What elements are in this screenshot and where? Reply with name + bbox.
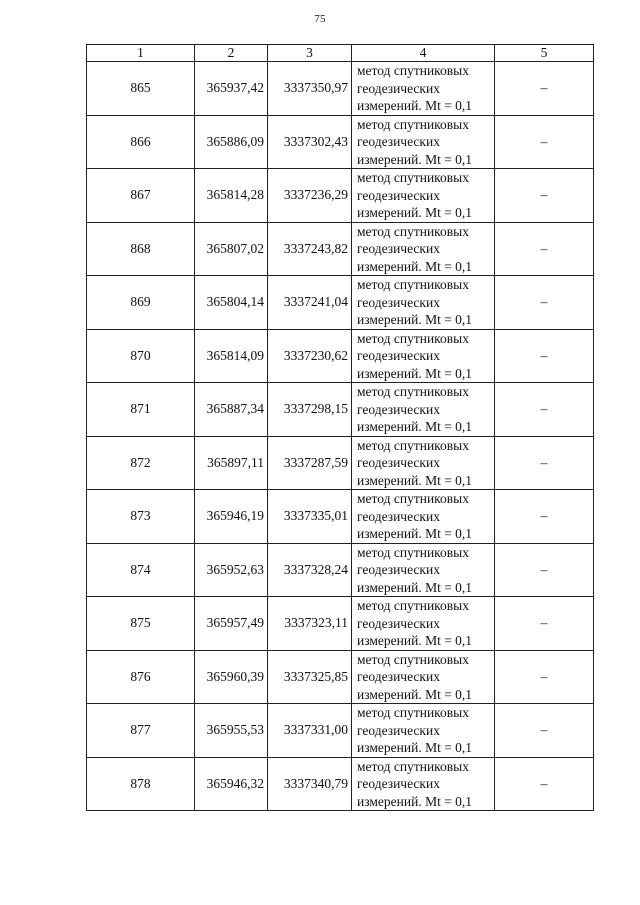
column-5-cell: – [495,597,594,651]
method-line: геодезических [357,294,440,310]
method-line: измерений. Mt = 0,1 [357,205,473,220]
column-5-cell: – [495,543,594,597]
column-5-cell: – [495,169,594,223]
column-5-cell: – [495,757,594,811]
table-row [87,222,594,276]
point-number-cell: 878 [87,757,195,811]
point-number-cell: 869 [87,276,195,330]
method-line: метод спутниковых [357,223,469,239]
table-row [87,383,594,437]
point-number-cell: 870 [87,329,195,383]
column-5-cell: – [495,650,594,704]
y-coordinate-cell: 3337236,29 [268,169,352,223]
x-coordinate-cell: 365887,34 [195,383,268,437]
column-header: 4 [352,45,495,62]
table-row [87,329,594,383]
column-header: 2 [195,45,268,62]
x-coordinate-cell: 365957,49 [195,597,268,651]
table-row [87,436,594,490]
method-line: геодезических [357,669,440,684]
method-cell [352,436,495,490]
x-coordinate-cell: 365955,53 [195,704,268,758]
method-cell [352,597,495,651]
y-coordinate-cell: 3337243,82 [268,222,352,276]
table-row [87,276,594,330]
method-line: метод спутниковых [357,437,469,453]
column-5-cell: – [495,62,594,116]
method-cell [352,704,495,758]
y-coordinate-cell: 3337241,04 [268,276,352,330]
method-line: геодезических [357,80,440,96]
column-header: 3 [268,45,352,62]
method-line: метод спутниковых [357,384,469,399]
method-line: измерений. Mt = 0,1 [357,98,473,113]
method-line: измерений. Mt = 0,1 [357,151,473,167]
method-line: метод спутниковых [357,651,469,667]
table-row [87,62,594,116]
table-row [87,169,594,223]
table-row [87,650,594,704]
point-number-cell: 875 [87,597,195,651]
x-coordinate-cell: 365807,02 [195,222,268,276]
method-cell [352,543,495,597]
method-cell [352,650,495,704]
method-line: измерений. Mt = 0,1 [357,633,473,648]
column-5-cell: – [495,329,594,383]
point-number-cell: 868 [87,222,195,276]
x-coordinate-cell: 365937,42 [195,62,268,116]
y-coordinate-cell: 3337331,00 [268,704,352,758]
point-number-cell: 867 [87,169,195,223]
method-line: измерений. Mt = 0,1 [357,526,473,541]
table-row [87,490,594,544]
header-row [87,45,594,62]
y-coordinate-cell: 3337323,11 [268,597,352,651]
x-coordinate-cell: 365897,11 [195,436,268,490]
x-coordinate-cell: 365946,32 [195,757,268,811]
table-body [87,62,594,811]
method-line: измерений. Mt = 0,1 [357,686,473,702]
method-line: геодезических [357,776,440,791]
method-line: измерений. Mt = 0,1 [357,365,473,381]
method-line: геодезических [357,187,440,203]
table-row [87,597,594,651]
method-line: метод спутниковых [357,598,469,613]
method-line: метод спутниковых [357,544,469,560]
method-line: метод спутниковых [357,116,469,132]
method-line: измерений. Mt = 0,1 [357,472,473,488]
method-cell [352,383,495,437]
method-cell [352,169,495,223]
method-line: геодезических [357,348,440,363]
method-cell [352,222,495,276]
table-row [87,704,594,758]
method-line: метод спутниковых [357,758,469,774]
y-coordinate-cell: 3337302,43 [268,115,352,169]
method-line: геодезических [357,134,440,149]
method-line: метод спутниковых [357,491,469,506]
page-number: 75 [314,13,326,25]
method-line: геодезических [357,562,440,577]
y-coordinate-cell: 3337298,15 [268,383,352,437]
x-coordinate-cell: 365960,39 [195,650,268,704]
y-coordinate-cell: 3337350,97 [268,62,352,116]
y-coordinate-cell: 3337230,62 [268,329,352,383]
method-cell [352,62,495,116]
column-5-cell: – [495,383,594,437]
table-row [87,115,594,169]
column-5-cell: – [495,115,594,169]
column-5-cell: – [495,222,594,276]
method-line: измерений. Mt = 0,1 [357,793,473,809]
point-number-cell: 873 [87,490,195,544]
x-coordinate-cell: 365946,19 [195,490,268,544]
method-line: метод спутниковых [357,63,469,78]
column-5-cell: – [495,436,594,490]
point-number-cell: 877 [87,704,195,758]
y-coordinate-cell: 3337287,59 [268,436,352,490]
x-coordinate-cell: 365814,28 [195,169,268,223]
method-line: геодезических [357,401,440,417]
method-line: измерений. Mt = 0,1 [357,419,473,434]
table-header [87,45,594,62]
y-coordinate-cell: 3337325,85 [268,650,352,704]
y-coordinate-cell: 3337328,24 [268,543,352,597]
table-row [87,757,594,811]
y-coordinate-cell: 3337335,01 [268,490,352,544]
x-coordinate-cell: 365952,63 [195,543,268,597]
method-line: геодезических [357,241,440,256]
point-number-cell: 871 [87,383,195,437]
method-line: геодезических [357,508,440,524]
coordinates-table [86,44,594,811]
point-number-cell: 874 [87,543,195,597]
method-line: метод спутниковых [357,705,469,720]
x-coordinate-cell: 365814,09 [195,329,268,383]
point-number-cell: 866 [87,115,195,169]
method-line: геодезических [357,455,440,470]
method-cell [352,115,495,169]
column-5-cell: – [495,276,594,330]
method-line: метод спутниковых [357,170,469,185]
column-5-cell: – [495,704,594,758]
point-number-cell: 865 [87,62,195,116]
method-line: измерений. Mt = 0,1 [357,312,473,327]
method-cell [352,490,495,544]
column-header: 5 [495,45,594,62]
method-line: метод спутниковых [357,330,469,346]
point-number-cell: 876 [87,650,195,704]
method-line: измерений. Mt = 0,1 [357,579,473,595]
column-5-cell: – [495,490,594,544]
point-number-cell: 872 [87,436,195,490]
method-line: геодезических [357,722,440,738]
method-cell [352,329,495,383]
y-coordinate-cell: 3337340,79 [268,757,352,811]
table-row [87,543,594,597]
x-coordinate-cell: 365886,09 [195,115,268,169]
method-line: измерений. Mt = 0,1 [357,258,473,274]
x-coordinate-cell: 365804,14 [195,276,268,330]
method-line: измерений. Mt = 0,1 [357,740,473,755]
method-line: метод спутниковых [357,277,469,292]
column-header: 1 [87,45,195,62]
method-cell [352,276,495,330]
method-line: геодезических [357,615,440,631]
method-cell [352,757,495,811]
